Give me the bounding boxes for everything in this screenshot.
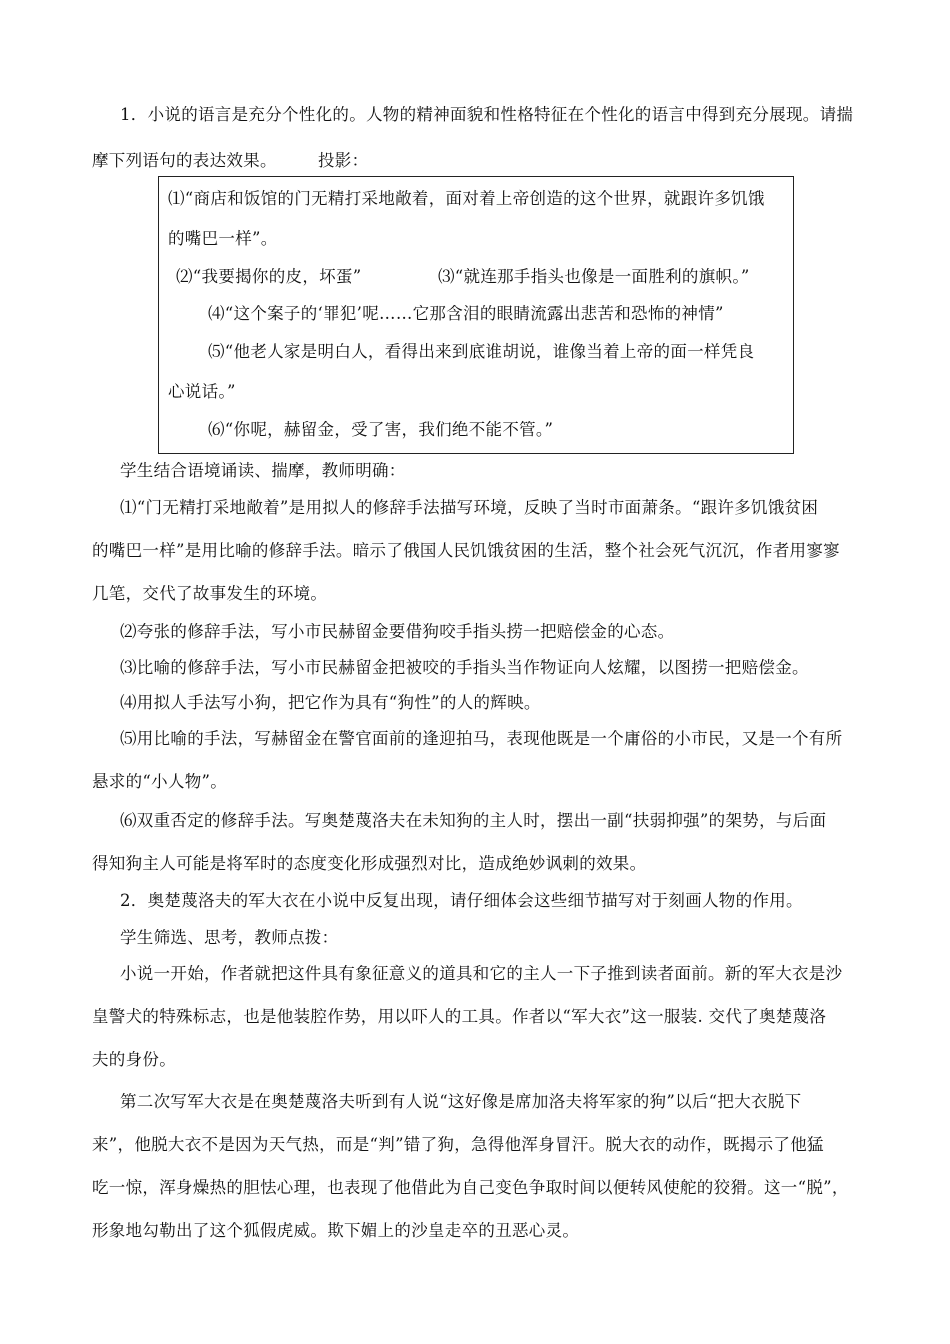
question-1-line-2: 摩下列语句的表达效果。 (92, 151, 277, 170)
quote-2: ⑵“我要揭你的皮，坏蛋” (176, 267, 362, 286)
quote-5-line-2: 心说话。” (168, 382, 236, 401)
paragraph-1-line-2: 皇警犬的特殊标志，也是他装腔作势，用以吓人的工具。作者以“军大衣”这一服装. 交代了奥楚蔑洛 (92, 1007, 827, 1026)
question-1-line-1: 1．小说的语言是充分个性化的。人物的精神面貌和性格特征在个性化的语言中得到充分展现。请揣 (120, 105, 854, 124)
answer-6-line-1: ⑹双重否定的修辞手法。写奥楚蔑洛夫在未知狗的主人时，摆出一副“扶弱抑强”的架势，与后面 (120, 811, 827, 830)
answer-5-line-2: 悬求的“小人物”。 (92, 772, 228, 791)
quote-1-line-1: ⑴“商店和饭馆的门无精打采地敞着，面对着上帝创造的这个世界，就跟许多饥饿 (168, 189, 765, 208)
quote-5-line-1: ⑸“他老人家是明白人，看得出来到底谁胡说，谁像当着上帝的面一样凭良 (208, 342, 755, 361)
answer-5-line-1: ⑸用比喻的手法，写赫留金在警官面前的逢迎拍马，表现他既是一个庸俗的小市民，又是一个有所 (120, 729, 843, 748)
answer-2: ⑵夸张的修辞手法，写小市民赫留金要借狗咬手指头捞一把赔偿金的心态。 (120, 622, 675, 641)
answer-4: ⑷用拟人手法写小狗，把它作为具有“狗性”的人的辉映。 (120, 693, 541, 712)
answer-1-line-2: 的嘴巴一样”是用比喻的修辞手法。暗示了俄国人民饥饿贫困的生活，整个社会死气沉沉，作者用寥寥 (92, 541, 840, 560)
answer-1-line-3: 几笔，交代了故事发生的环境。 (92, 584, 328, 603)
paragraph-2-line-4: 形象地勾勒出了这个狐假虎威。欺下媚上的沙皇走卒的丑恶心灵。 (92, 1221, 580, 1240)
paragraph-2-line-1: 第二次写军大衣是在奥楚蔑洛夫听到有人说“这好像是席加洛夫将军家的狗”以后“把大衣脱下 (120, 1092, 802, 1111)
question-2: 2．奥楚蔑洛夫的军大衣在小说中反复出现，请仔细体会这些细节描写对于刻画人物的作用。 (120, 891, 803, 910)
answer-6-line-2: 得知狗主人可能是将军时的态度变化形成强烈对比，造成绝妙讽刺的效果。 (92, 854, 647, 873)
quote-3: ⑶“就连那手指头也像是一面胜利的旗帜。” (438, 267, 750, 286)
quote-6: ⑹“你呢，赫留金，受了害，我们绝不能不管。” (208, 420, 554, 439)
answers-intro: 学生结合语境诵读、揣摩，教师明确： (120, 461, 406, 480)
quote-4: ⑷“这个案子的‘罪犯’呢……它那含泪的眼睛流露出悲苦和恐怖的神情” (208, 304, 724, 323)
paragraph-1-line-1: 小说一开始，作者就把这件具有象征意义的道具和它的主人一下子推到读者面前。新的军大衣是沙 (120, 964, 843, 983)
paragraph-2-line-3: 吃一惊，浑身燥热的胆怯心理，也表现了他借此为自己变色争取时间以便转风使舵的狡猾。这一“脱”， (92, 1178, 849, 1197)
question-2-intro: 学生筛选、思考，教师点拨： (120, 928, 339, 947)
projection-label: 投影： (318, 151, 369, 170)
quote-1-line-2: 的嘴巴一样”。 (168, 229, 278, 248)
answer-3: ⑶比喻的修辞手法，写小市民赫留金把被咬的手指头当作物证向人炫耀，以图捞一把赔偿金。 (120, 658, 809, 677)
paragraph-1-line-3: 夫的身份。 (92, 1050, 176, 1069)
answer-1-line-1: ⑴“门无精打采地敞着”是用拟人的修辞手法描写环境，反映了当时市面萧条。“跟许多饥饿贫困 (120, 498, 819, 517)
paragraph-2-line-2: 来”，他脱大衣不是因为天气热，而是“判”错了狗，急得他浑身冒汗。脱大衣的动作，既揭示了他猛 (92, 1135, 824, 1154)
